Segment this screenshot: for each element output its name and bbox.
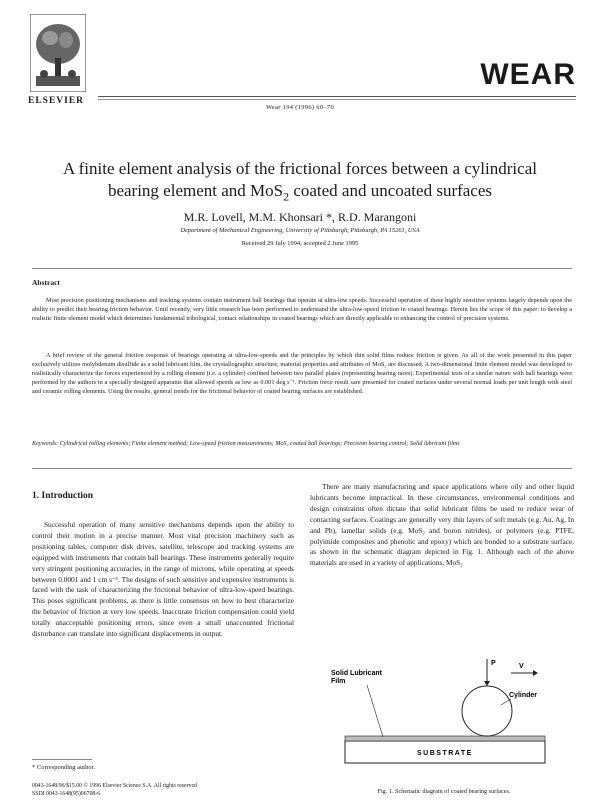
label-velocity-v: V — [519, 663, 524, 670]
lubricant-film — [345, 736, 545, 741]
title-subscript: 2 — [283, 189, 290, 204]
corresponding-author-footnote: * Corresponding author. — [32, 764, 96, 771]
abstract-paragraph-1: Most precision positioning mechanisms and tracking systems contain instrument ball bearings that operate at ultra-low speeds. Successful operation of these highly sensitive systems largely depends upon the ability to predict their bearing friction behavior. Until recently, very little research has been performed to understand the ultra-low-speed friction in coated bearings. Herein lies the scope of this paper: to develop a realistic finite element model which determines fundamental tribological, contact relationships in coated bearings which are directly applicable to enhancing the control of precision systems. — [32, 297, 572, 322]
label-substrate: SUBSTRATE — [417, 750, 473, 757]
footnote-rule — [32, 759, 92, 760]
publisher-name: ELSEVIER — [28, 96, 85, 106]
label-film: Film — [331, 678, 346, 685]
title-line-2-suffix: coated and uncoated surfaces — [289, 181, 493, 200]
header-rule-thin — [98, 99, 576, 100]
intro-right-column: There are many manufacturing and space applications where oily and other liquid lubricants become impractical. In these circumstances, environmental conditions and design constraints often dictate that solid lubricant films be used to reduce wear of contacting surfaces. Coatings are generally very thin layers of soft metals (e.g. Au, Ag, In and Pb), lamellar solids (e.g. MoS₂ and boron nitrides), or polymers (e.g. PTFE, polyimide composites and phenolic and epoxy) which are bonded to a substrate surface, as shown in the schematic diagram depicted in Fig. 1. Although each of the above materials are used in a variety of applications, MoS₂ — [310, 482, 574, 568]
affiliation: Department of Mechanical Engineering, University of Pittsburgh, Pittsburgh, PA 15261, USA — [180, 227, 420, 234]
velocity-arrowhead-icon — [533, 670, 538, 676]
header-rule — [98, 96, 576, 97]
title-line-2-prefix: bearing element and MoS — [107, 181, 284, 200]
load-arrowhead-icon — [484, 681, 490, 686]
intro-left-column: Successful operation of many sensitive mechanisms depends upon the ability to control their motion in a precise manner. Most vital precision machinery such as positioning tables, computer disk drives, satellite, telescope and tracking systems are equipped with instruments that contain ball bearings. These instruments generally require very stringent positioning accuracies, in the range of microns, while operating at speeds between 0.0001 and 1 cm s⁻¹. The designs of such sensitive and expensive instruments is faced with the task of characterizing the frictional behavior of ultra-low-speed bearings. This poses significant problems, as there is little consensus on how to best characterize the behavior of friction at very low speeds. Inaccurate friction compensation could yield totally unacceptable positioning errors, since even a small unaccounted frictional disturbance can translate into significant displacements in output. — [32, 520, 294, 639]
label-load-p: P — [491, 660, 496, 667]
issn-copyright — [32, 782, 197, 798]
abstract-heading: Abstract — [32, 278, 60, 287]
abstract-top-rule — [32, 268, 572, 269]
abstract-paragraph-2: A brief review of the general friction response of bearings operating at ultra-low-speeds and the principles by which thin solid films reduce friction is given. As all of the work presented in this paper exclusively utilizes molybdenum disulfide as a solid lubricant film, the crystallographic structure, material properties and attributes of MoS₂ are discussed. A two-dimensional finite element model was developed to realistically characterize the forces experienced by a rolling element (i.e. a cylinder) confined between two parallel plates (representing bearing races). Experimental tests of a similar nature with ball bearings were performed by the authors in a specially designed apparatus that allowed speeds as low as 0.001 deg s⁻¹. Friction force result sare presented for coated surfaces under several normal loads per unit length with steel and ceramic rolling elements. Using the results, general trends for the frictional behavior of coated bearing surfaces are established. — [32, 352, 572, 395]
section-heading-introduction: 1. Introduction — [32, 491, 94, 501]
issn-line-2: SSDI 0043-1648(95)06708-6 — [32, 791, 101, 797]
article-title — [40, 158, 560, 207]
cylinder-shape — [462, 686, 512, 736]
keywords: Keywords: Cylindrical rolling elements; Finite element method; Low-speed friction measurements; MoS₂ coated ball bearings; Precision bearing control; Solid lubricant films — [32, 441, 460, 447]
film-leader-line — [367, 685, 383, 737]
abstract-bottom-rule — [32, 468, 572, 469]
elsevier-tree-logo-icon — [30, 14, 86, 92]
label-solid-lubricant: Solid Lubricant — [331, 670, 382, 677]
figure-1-caption: Fig. 1. Schematic diagram of coated bearing surfaces. — [377, 788, 511, 795]
journal-citation: Wear 194 (1996) 60–70 — [265, 104, 335, 111]
issn-line-1: 0043-1648/96/$15.00 © 1996 Elsevier Science S.A. All rights reserved — [32, 783, 197, 789]
title-line-1: A finite element analysis of the frictional forces between a cylindrical — [63, 159, 537, 178]
author-list: M.R. Lovell, M.M. Khonsari *, R.D. Marangoni — [183, 210, 417, 224]
journal-title: WEAR — [480, 58, 576, 91]
figure-1-schematic — [325, 655, 565, 783]
label-cylinder: Cylinder — [509, 692, 538, 699]
received-dates: Received 29 July 1994; accepted 2 June 1995 — [241, 240, 359, 247]
